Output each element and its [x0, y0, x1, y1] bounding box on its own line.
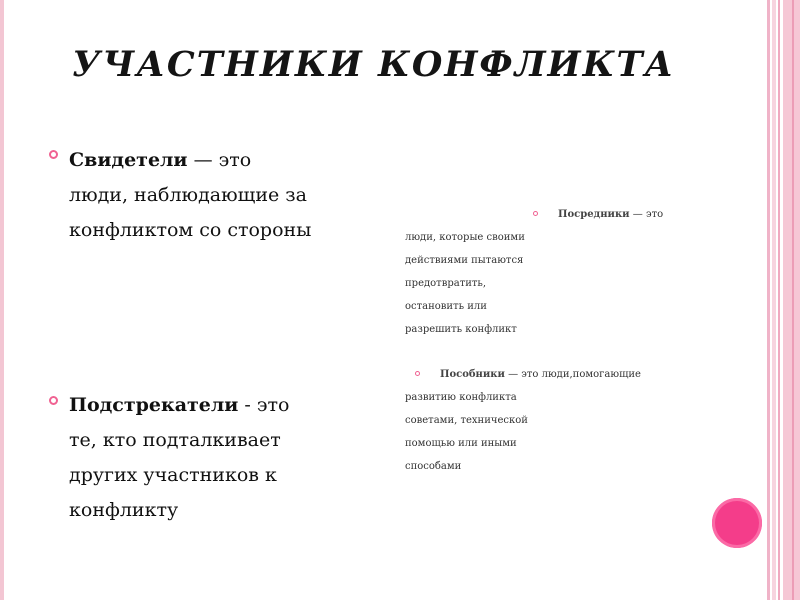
bullet-icon [49, 396, 58, 405]
instigators-rest: - это [238, 394, 290, 416]
mediators-line-3: предотвратить, [405, 278, 487, 289]
instigators-line-2: других участников к [69, 464, 277, 486]
witnesses-line-1: люди, наблюдающие за [69, 184, 307, 206]
witnesses-text [69, 143, 311, 248]
instigators-text [69, 388, 289, 528]
witnesses-line-0 [69, 143, 311, 178]
witnesses-term: Свидетели [69, 149, 188, 171]
accomplices-rest: — это люди,помогающие [504, 369, 641, 380]
mediators-line-1: люди, которые своими [405, 232, 525, 243]
witnesses-line-2: конфликтом со стороны [69, 219, 312, 241]
mediators-line-2: действиями пытаются [405, 255, 524, 266]
mediators-lines [405, 226, 525, 341]
bullet-icon [415, 371, 420, 376]
accomplices-head [440, 363, 641, 386]
bullet-icon [49, 150, 58, 159]
mediators-line-4: остановить или [405, 301, 487, 312]
mediators-term: Посредники [558, 209, 630, 220]
right-stripe [772, 0, 776, 600]
mediators-head [558, 203, 663, 226]
instigators-line-0 [69, 388, 289, 423]
accomplices-term: Пособники [440, 369, 505, 380]
accomplices-line-1: развитию конфликта [405, 392, 517, 403]
right-stripe [778, 0, 780, 600]
mediators-line-5: разрешить конфликт [405, 324, 517, 335]
decorative-circle [712, 498, 762, 548]
right-stripe [767, 0, 770, 600]
instigators-line-3: конфликту [69, 499, 179, 521]
instigators-term: Подстрекатели [69, 394, 239, 416]
mediators-rest: — это [629, 209, 664, 220]
witnesses-rest: — это [187, 149, 252, 171]
accomplices-line-3: помощью или иными [405, 438, 517, 449]
slide-title: УЧАСТНИКИ КОНФЛИКТА [72, 44, 676, 85]
accomplices-line-4: способами [405, 461, 462, 472]
right-stripe [792, 0, 794, 600]
bullet-icon [533, 211, 538, 216]
instigators-line-1: те, кто подталкивает [69, 429, 281, 451]
accomplices-lines [405, 386, 528, 478]
left-border [0, 0, 4, 600]
accomplices-line-2: советами, технической [405, 415, 528, 426]
